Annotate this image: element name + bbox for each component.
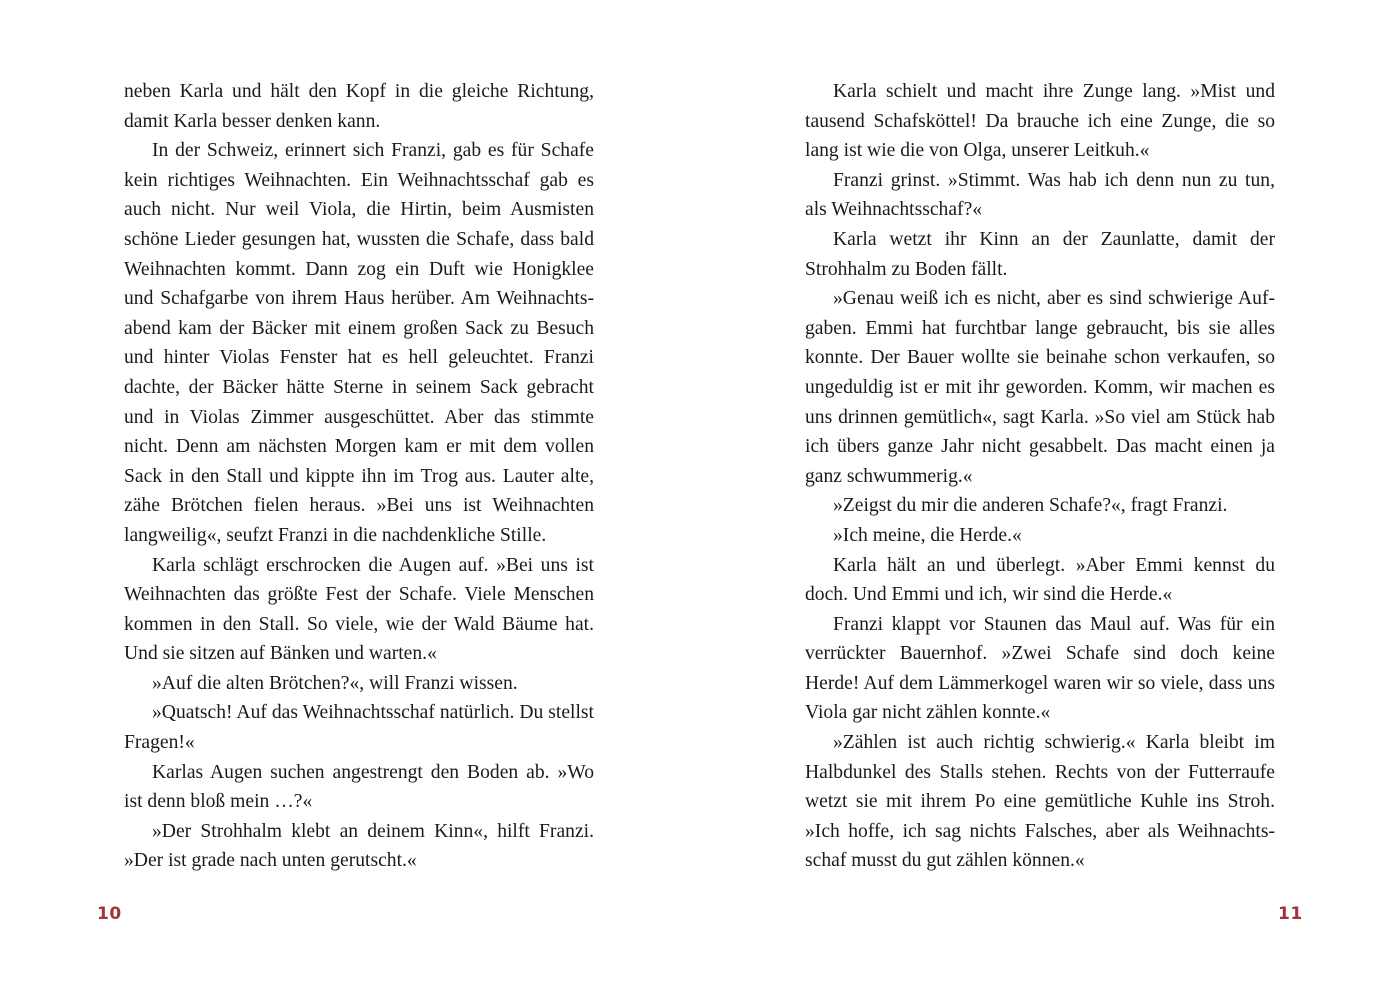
paragraph: »Ich meine, die Herde.«: [833, 524, 1022, 546]
left-page-text: [124, 77, 594, 876]
paragraph: Karla wetzt ihr Kinn an der Zaunlatte, damit der Strohhalm zu Boden fällt.: [805, 228, 1275, 280]
paragraph: »Auf die alten Brötchen?«, will Franzi wissen.: [152, 672, 518, 694]
paragraph: Franzi grinst. »Stimmt. Was hab ich denn nun zu tun, als Weihnachtsschaf?«: [805, 169, 1275, 221]
paragraph: Karlas Augen suchen angestrengt den Boden ab. »Wo ist denn bloß mein …?«: [124, 761, 594, 813]
paragraph: neben Karla und hält den Kopf in die gleiche Richtung, damit Karla besser denken kann.: [124, 81, 594, 132]
page-number-right: 11: [1278, 904, 1303, 924]
paragraph: Franzi klappt vor Staunen das Maul auf. Was für ein verrückter Bauernhof. »Zwei Schafe sind doch keine Herde! Auf dem Lämmerkogel waren wir so viele, dass uns Viola gar nicht zählen konnte.«: [805, 613, 1275, 724]
paragraph: »Quatsch! Auf das Weihnachtsschaf natürlich. Du stellst Fragen!«: [124, 702, 594, 754]
paragraph: »Genau weiß ich es nicht, aber es sind schwierige Aufgaben. Emmi hat furchtbar lange gebraucht, bis sie alles konnte. Der Bauer wollte sie beinahe schon verkaufen, so ungeduldig ist er mit ihr geworden. Komm, wir machen es uns drinnen gemütlich«, sagt Karla. »So viel am Stück hab ich übers ganze Jahr nicht gesabbelt. Das macht einen ja ganz schwummerig.«: [805, 288, 1275, 487]
paragraph: Karla schlägt erschrocken die Augen auf. »Bei uns ist Weihnachten das größte Fest der Schafe. Viele Menschen kommen in den Stall. So viele, wie der Wald Bäume hat. Und sie sitzen auf Bänken und warten.«: [124, 554, 594, 665]
page-number-left: 10: [97, 904, 122, 924]
paragraph: »Der Strohhalm klebt an deinem Kinn«, hilft Franzi. »Der ist grade nach unten gerutscht.«: [124, 820, 594, 872]
right-page: [698, 0, 1396, 1000]
right-page-text: [805, 77, 1275, 876]
paragraph: Karla schielt und macht ihre Zunge lang. »Mist und tausend Schafsköttel! Da brauche ich eine Zunge, die so lang ist wie die von Olga, unserer Leitkuh.«: [805, 81, 1275, 162]
paragraph: »Zählen ist auch richtig schwierig.« Karla bleibt im Halbdunkel des Stalls stehen. Rechts von der Futterraufe wetzt sie mit ihrem Po eine gemütliche Kuhle ins Stroh. »Ich hoffe, ich sag nichts Falsches, aber als Weihnachtsschaf musst du gut zählen können.«: [805, 732, 1275, 872]
paragraph: »Zeigst du mir die anderen Schafe?«, fragt Franzi.: [833, 495, 1228, 517]
paragraph: In der Schweiz, erinnert sich Franzi, gab es für Schafe kein richtiges Weihnachten. Ein Weihnachtsschaf gab es auch nicht. Nur weil Viola, die Hirtin, beim Ausmisten schöne Lieder gesungen hat, wussten die Schafe, dass bald Weihnachten kommt. Dann zog ein Duft wie Honigklee und Schafgarbe von ihrem Haus herüber. Am Weihnachtsabend kam der Bäcker mit einem großen Sack zu Besuch und hinter Violas Fenster hat es hell geleuchtet. Franzi dachte, der Bäcker hätte Sterne in seinem Sack gebracht und in Violas Zimmer ausgeschüttet. Aber das stimmte nicht. Denn am nächsten Morgen kam er mit dem vollen Sack in den Stall und kippte ihn im Trog aus. Lauter alte, zähe Brötchen fielen heraus. »Bei uns ist Weihnachten langweilig«, seufzt Franzi in die nachdenkliche Stille.: [124, 140, 594, 546]
paragraph: Karla hält an und überlegt. »Aber Emmi kennst du doch. Und Emmi und ich, wir sind die Herde.«: [805, 554, 1275, 606]
